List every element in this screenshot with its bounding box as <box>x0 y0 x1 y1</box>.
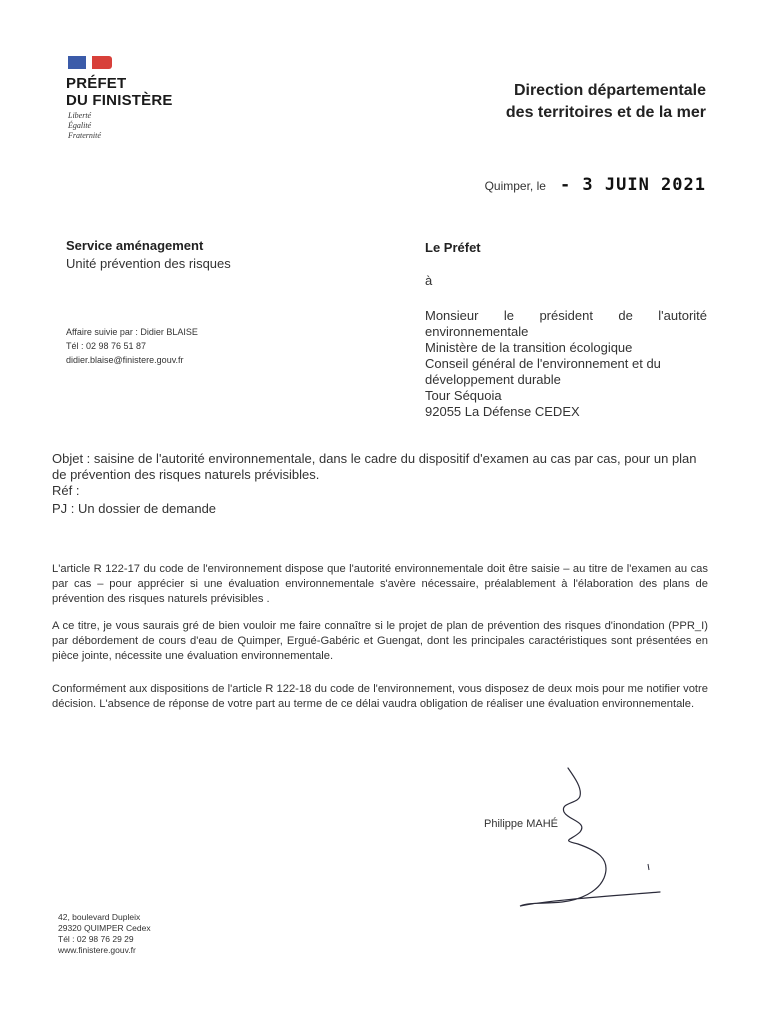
recipient-line: 92055 La Défense CEDEX <box>425 404 580 419</box>
direction-line-1: Direction départementale <box>513 82 706 99</box>
flag-red-band <box>92 56 112 69</box>
marianne-flag-logo <box>68 56 112 69</box>
signatory-name: Philippe MAHÉ <box>484 818 558 830</box>
sender-service: Service aménagement <box>66 238 204 253</box>
footer-city: 29320 QUIMPER Cedex <box>58 923 151 933</box>
motto-fraternite: Fraternité <box>68 131 101 140</box>
recipient-line: Conseil général de l'environnement et du <box>425 356 661 371</box>
recipient-to: à <box>425 273 433 288</box>
date-row <box>485 175 706 195</box>
motto-liberte: Liberté <box>68 111 92 120</box>
logo-finistere: DU FINISTÈRE <box>66 92 173 109</box>
date-prefix: Quimper, le <box>484 179 546 193</box>
date-stamp: - 3 JUIN 2021 <box>559 175 706 195</box>
direction-header <box>506 80 706 124</box>
sender-contact <box>66 325 198 367</box>
direction-line-2: des territoires et de la mer <box>505 104 706 121</box>
motto-egalite: Égalité <box>68 121 92 130</box>
contact-phone: Tél : 02 98 76 51 87 <box>66 341 147 351</box>
contact-email: didier.blaise@finistere.gouv.fr <box>66 355 184 365</box>
recipient-address <box>425 308 707 420</box>
flag-blue-band <box>68 56 86 69</box>
recipient-block <box>425 240 707 420</box>
body-paragraph-1: L'article R 122-17 du code de l'environnement dispose que l'autorité environnementale doit être saisie – au titre de l'examen au cas par cas – pour apprécier si une évaluation environnementale s'avère nécessaire, préalablement à l'élaboration des plans de prévention des risques naturels prévisibles . <box>52 563 708 605</box>
logo-prefet: PRÉFET <box>66 75 127 92</box>
recipient-line: environnementale <box>425 324 529 339</box>
footer-website: www.finistere.gouv.fr <box>58 945 136 955</box>
body-paragraph-3: Conformément aux dispositions de l'article R 122-18 du code de l'environnement, vous disposez de deux mois pour me notifier votre décision. L'absence de réponse de votre part au terme de ce délai vaudra obligation de réaliser une évaluation environnementale. <box>52 683 708 710</box>
footer-address-block <box>58 912 151 956</box>
contact-person: Affaire suivie par : Didier BLAISE <box>66 327 198 337</box>
footer-phone: Tél : 02 98 76 29 29 <box>58 934 134 944</box>
handwritten-signature <box>500 760 670 915</box>
sender-unit: Unité prévention des risques <box>66 256 231 271</box>
subject-ref: Réf : <box>52 483 80 498</box>
footer-address: 42, boulevard Dupleix <box>58 912 141 922</box>
recipient-line: Tour Séquoia <box>425 388 502 403</box>
subject-objet: Objet : saisine de l'autorité environnementale, dans le cadre du dispositif d'examen au cas par cas, pour un plan de prévention des risques naturels prévisibles. <box>52 451 697 482</box>
recipient-line: Monsieur le président de l'autorité <box>425 308 707 323</box>
subject-pj: PJ : Un dossier de demande <box>52 501 217 516</box>
subject-block <box>52 451 708 517</box>
recipient-from: Le Préfet <box>425 240 481 255</box>
recipient-line: Ministère de la transition écologique <box>425 340 633 355</box>
body-paragraph-2: A ce titre, je vous saurais gré de bien vouloir me faire connaître si le projet de plan de prévention des risques d'inondation (PPR_I) par débordement de cours d'eau de Quimper, Ergué-Gabéric et Guengat, dont les principales caractéristiques sont présentées en pièce jointe, nécessite une évaluation environnementale. <box>52 620 708 662</box>
recipient-line: développement durable <box>425 372 561 387</box>
